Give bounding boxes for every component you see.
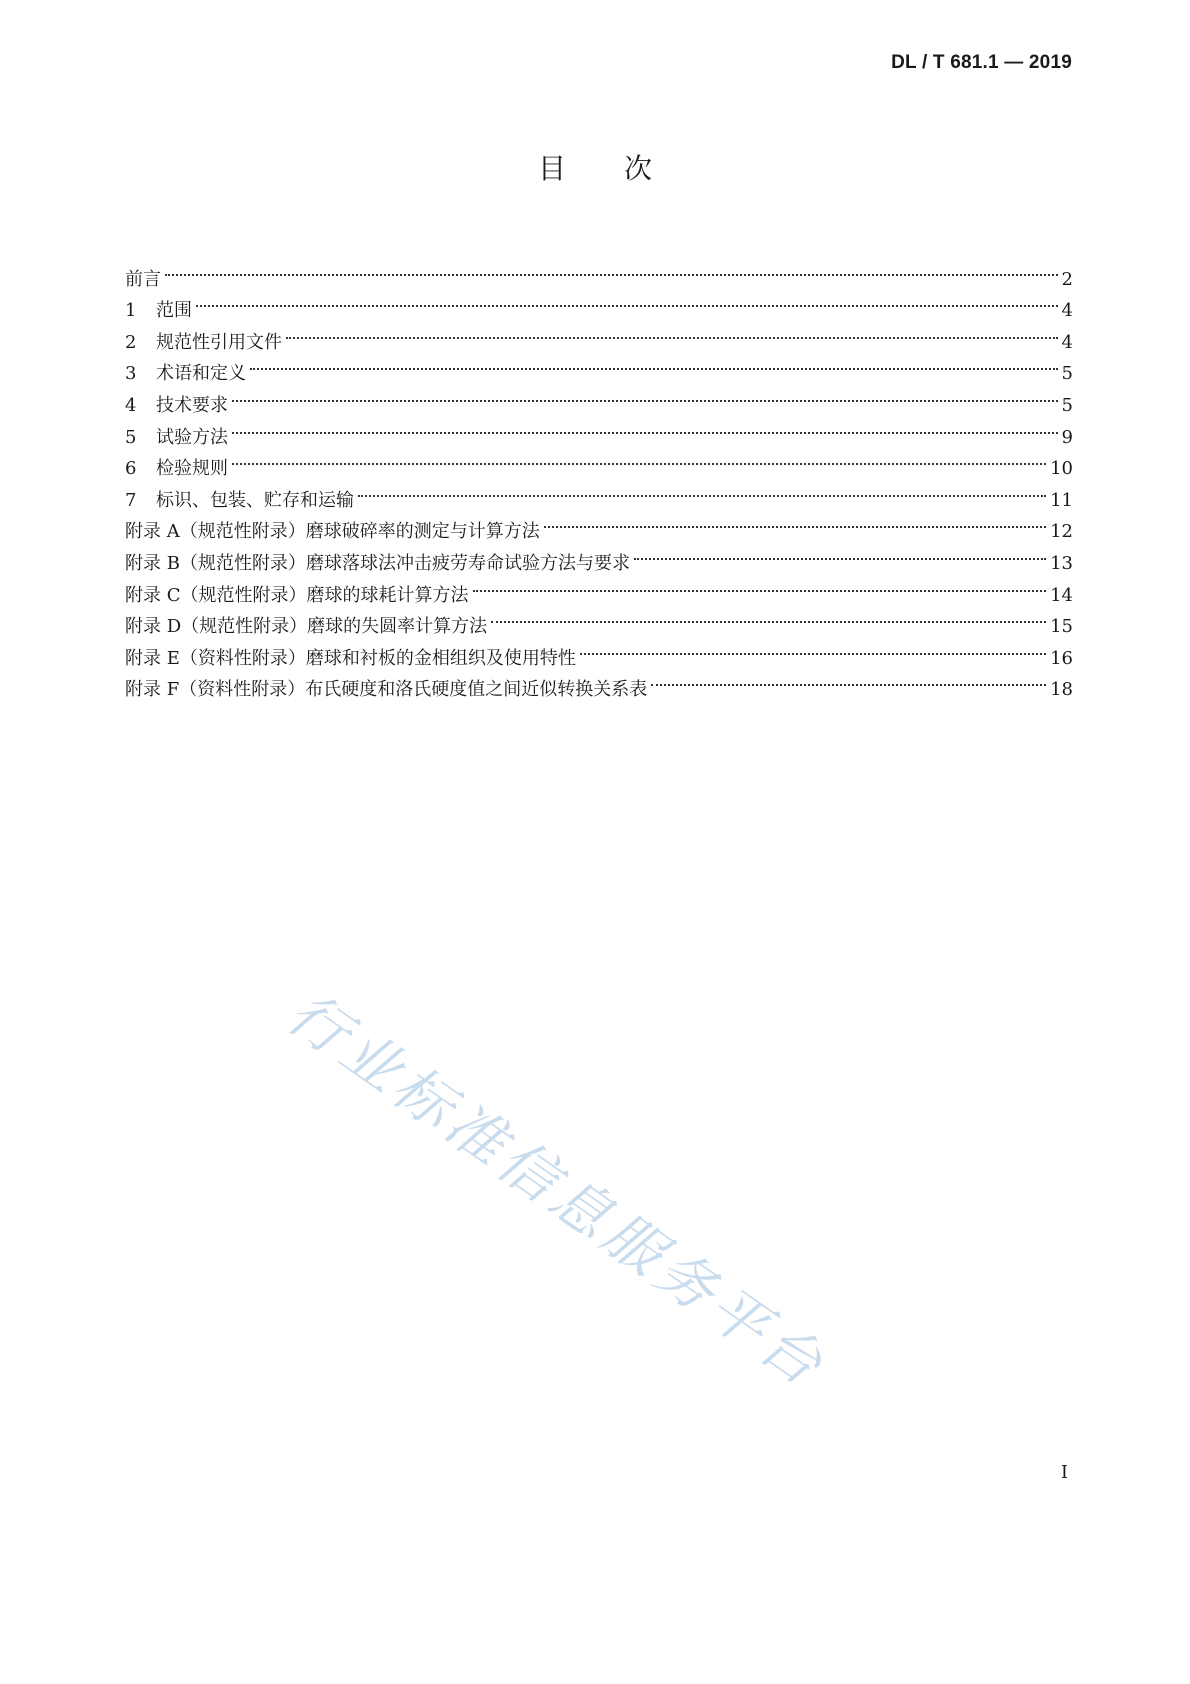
toc-entry-label: 附录 F（资料性附录）布氏硬度和洛氏硬度值之间近似转换关系表 [125,679,648,701]
toc-entry-page-number: 16 [1050,647,1073,669]
toc-entry-label: 附录 D（规范性附录）磨球的失圆率计算方法 [125,616,488,638]
toc-entry-page-number: 12 [1050,521,1073,543]
toc-entry-page-number: 15 [1050,616,1073,638]
toc-entry-label: 附录 B（规范性附录）磨球落球法冲击疲劳寿命试验方法与要求 [125,552,630,574]
toc-entry[interactable] [125,348,1073,385]
toc-entry-label: 附录 E（资料性附录）磨球和衬板的金相组织及使用特性 [125,647,576,669]
toc-entry[interactable] [125,411,1073,448]
toc-dot-leader [580,632,1046,664]
toc-entry[interactable] [125,474,1073,511]
toc-entry[interactable] [125,316,1073,353]
toc-entry-page-number: 9 [1061,426,1073,448]
toc-dot-leader [196,285,1058,317]
toc-dot-leader [634,537,1046,569]
toc-entry[interactable] [125,285,1073,322]
toc-entry-number: 4 [125,394,137,416]
toc-entry-label: 术语和定义 [156,363,246,385]
toc-entry-label: 附录 A（规范性附录）磨球破碎率的测定与计算方法 [125,521,540,543]
toc-entry-page-number: 10 [1050,458,1073,480]
page-title: 目次 [537,152,710,185]
document-code-header: DL / T 681.1 — 2019 [891,52,1072,73]
toc-entry-label: 范围 [156,300,192,322]
toc-dot-leader [232,379,1058,411]
toc-entry-label: 规范性引用文件 [156,331,282,353]
toc-entry[interactable] [125,253,1073,290]
toc-dot-leader [651,664,1046,696]
toc-entry-label: 前言 [125,268,161,290]
toc-dot-leader [491,601,1046,633]
table-of-contents [125,253,1073,701]
toc-entry-number: 5 [125,426,137,448]
toc-entry-number: 7 [125,489,137,511]
toc-entry-page-number: 4 [1061,300,1073,322]
toc-dot-leader [232,443,1046,475]
toc-entry-number: 1 [125,300,137,322]
toc-entry-number: 3 [125,363,137,385]
toc-entry-page-number: 5 [1061,394,1073,416]
toc-entry-page-number: 18 [1050,679,1073,701]
toc-entry[interactable] [125,379,1073,416]
toc-entry-page-number: 5 [1061,363,1073,385]
toc-entry-label: 检验规则 [156,458,228,480]
toc-dot-leader [232,411,1058,443]
toc-entry-label: 附录 C（规范性附录）磨球的球耗计算方法 [125,584,469,606]
toc-entry-number: 6 [125,458,137,480]
toc-entry-page-number: 11 [1050,489,1073,511]
toc-dot-leader [286,316,1058,348]
watermark: 行业标准信息服务平台 [275,978,839,1402]
toc-entry-page-number: 13 [1050,552,1073,574]
toc-entry-label: 试验方法 [156,426,228,448]
toc-entry-page-number: 14 [1050,584,1073,606]
page-number: I [1060,1462,1068,1483]
toc-entry-number: 2 [125,331,137,353]
toc-dot-leader [544,506,1046,538]
toc-dot-leader [473,569,1047,601]
toc-entry-page-number: 2 [1061,268,1073,290]
toc-entry[interactable] [125,443,1073,480]
toc-entry-label: 标识、包装、贮存和运输 [156,489,354,511]
toc-entry-label: 技术要求 [156,394,228,416]
toc-dot-leader [358,474,1046,506]
toc-entry-page-number: 4 [1061,331,1073,353]
toc-dot-leader [165,253,1058,285]
toc-dot-leader [250,348,1058,380]
